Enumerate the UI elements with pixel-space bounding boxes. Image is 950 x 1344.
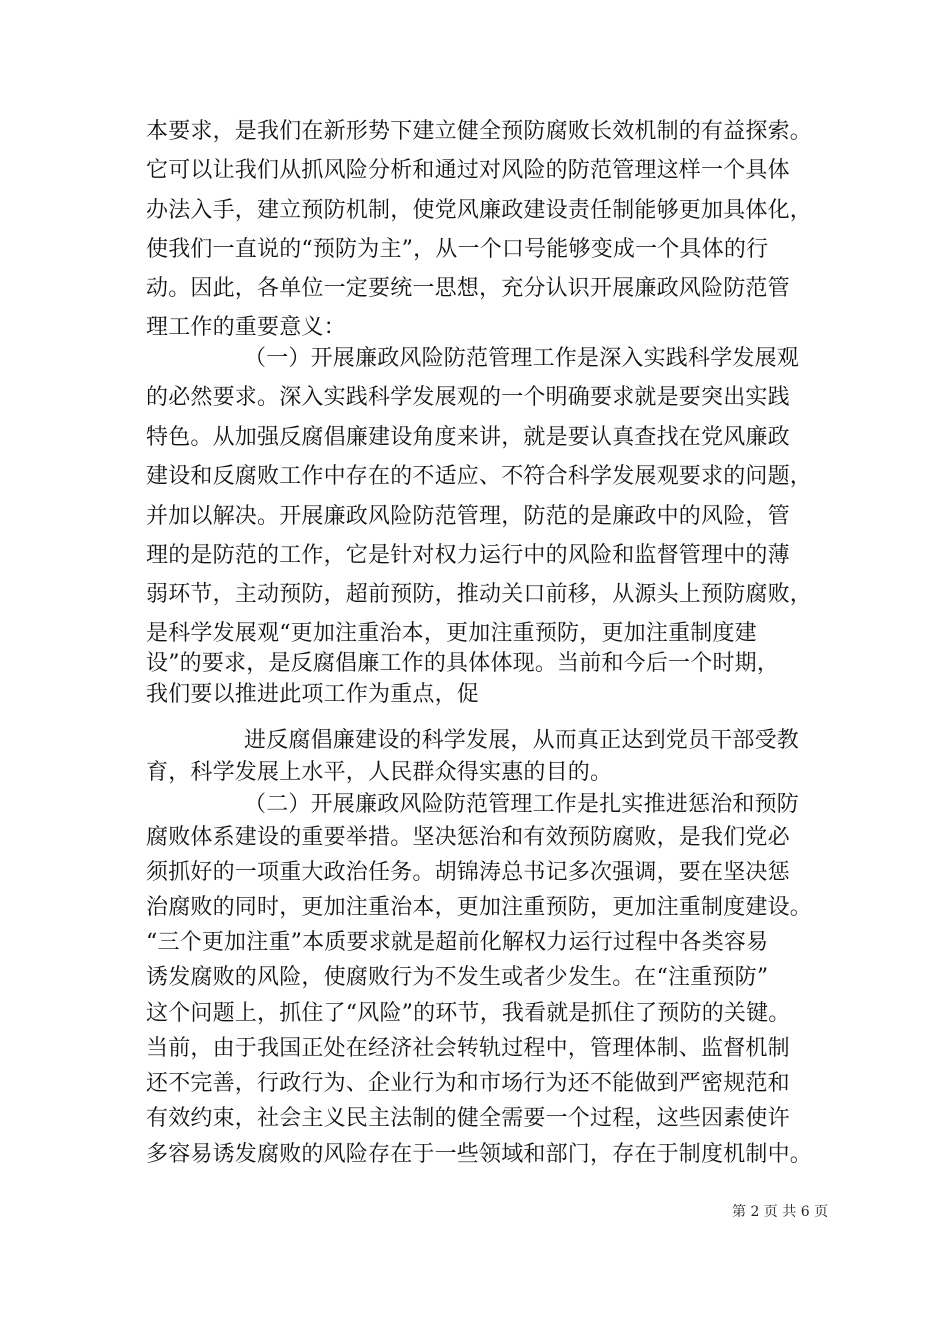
body-line: 的必然要求。深入实践科学发展观的一个明确要求就是要突出实践 [146, 385, 790, 410]
body-line: 是科学发展观“更加注重治本，更加注重预防，更加注重制度建 [146, 621, 757, 646]
body-line: 还不完善，行政行为、企业行为和市场行为还不能做到严密规范和 [146, 1071, 790, 1096]
body-line: 治腐败的同时，更加注重治本，更加注重预防，更加注重制度建设。 [146, 895, 813, 920]
body-line: 诱发腐败的风险，使腐败行为不发生或者少发生。在“注重预防” [146, 965, 769, 990]
body-line: 我们要以推进此项工作为重点，促 [146, 682, 480, 707]
body-line: 本要求，是我们在新形势下建立健全预防腐败长效机制的有益探索。 [146, 119, 813, 144]
body-line: 并加以解决。开展廉政风险防范管理，防范的是廉政中的风险，管 [146, 504, 790, 529]
body-line: 进反腐倡廉建设的科学发展，从而真正达到党员干部受教 [244, 728, 800, 753]
body-line: 有效约束，社会主义民主法制的健全需要一个过程，这些因素使许 [146, 1106, 790, 1131]
body-line: “三个更加注重”本质要求就是超前化解权力运行过程中各类容易 [146, 930, 769, 955]
body-line: 弱环节，主动预防，超前预防，推动关口前移，从源头上预防腐败， [146, 582, 813, 607]
body-line: 理的是防范的工作，它是针对权力运行中的风险和监督管理中的薄 [146, 543, 790, 568]
body-line: 特色。从加强反腐倡廉建设角度来讲，就是要认真查找在党风廉政 [146, 425, 790, 450]
section-heading-1: （一）开展廉政风险防范管理工作是深入实践科学发展观 [244, 346, 800, 371]
body-line: 当前，由于我国正处在经济社会转轨过程中，管理体制、监督机制 [146, 1036, 790, 1061]
section-heading-2: （二）开展廉政风险防范管理工作是扎实推进惩治和预防 [244, 792, 800, 817]
body-line: 动。因此，各单位一定要统一思想，充分认识开展廉政风险防范管 [146, 276, 790, 301]
body-line: 使我们一直说的“预防为主”，从一个口号能够变成一个具体的行 [146, 237, 769, 262]
body-line: 办法入手，建立预防机制，使党风廉政建设责任制能够更加具体化， [146, 198, 813, 223]
body-line: 它可以让我们从抓风险分析和通过对风险的防范管理这样一个具体 [146, 158, 790, 183]
page-number-footer: 第 2 页 共 6 页 [732, 1204, 829, 1220]
body-line: 建设和反腐败工作中存在的不适应、不符合科学发展观要求的问题， [146, 464, 813, 489]
body-line: 腐败体系建设的重要举措。坚决惩治和有效预防腐败，是我们党必 [146, 825, 790, 850]
body-line: 这个问题上，抓住了“风险”的环节，我看就是抓住了预防的关键。 [146, 1001, 791, 1026]
body-line: 理工作的重要意义： [146, 315, 346, 340]
body-line: 设”的要求，是反腐倡廉工作的具体体现。当前和今后一个时期， [146, 651, 780, 676]
body-line: 多容易诱发腐败的风险存在于一些领域和部门，存在于制度机制中。 [146, 1142, 813, 1167]
body-line: 育，科学发展上水平，人民群众得实惠的目的。 [146, 760, 613, 785]
body-line: 须抓好的一项重大政治任务。胡锦涛总书记多次强调，要在坚决惩 [146, 860, 790, 885]
